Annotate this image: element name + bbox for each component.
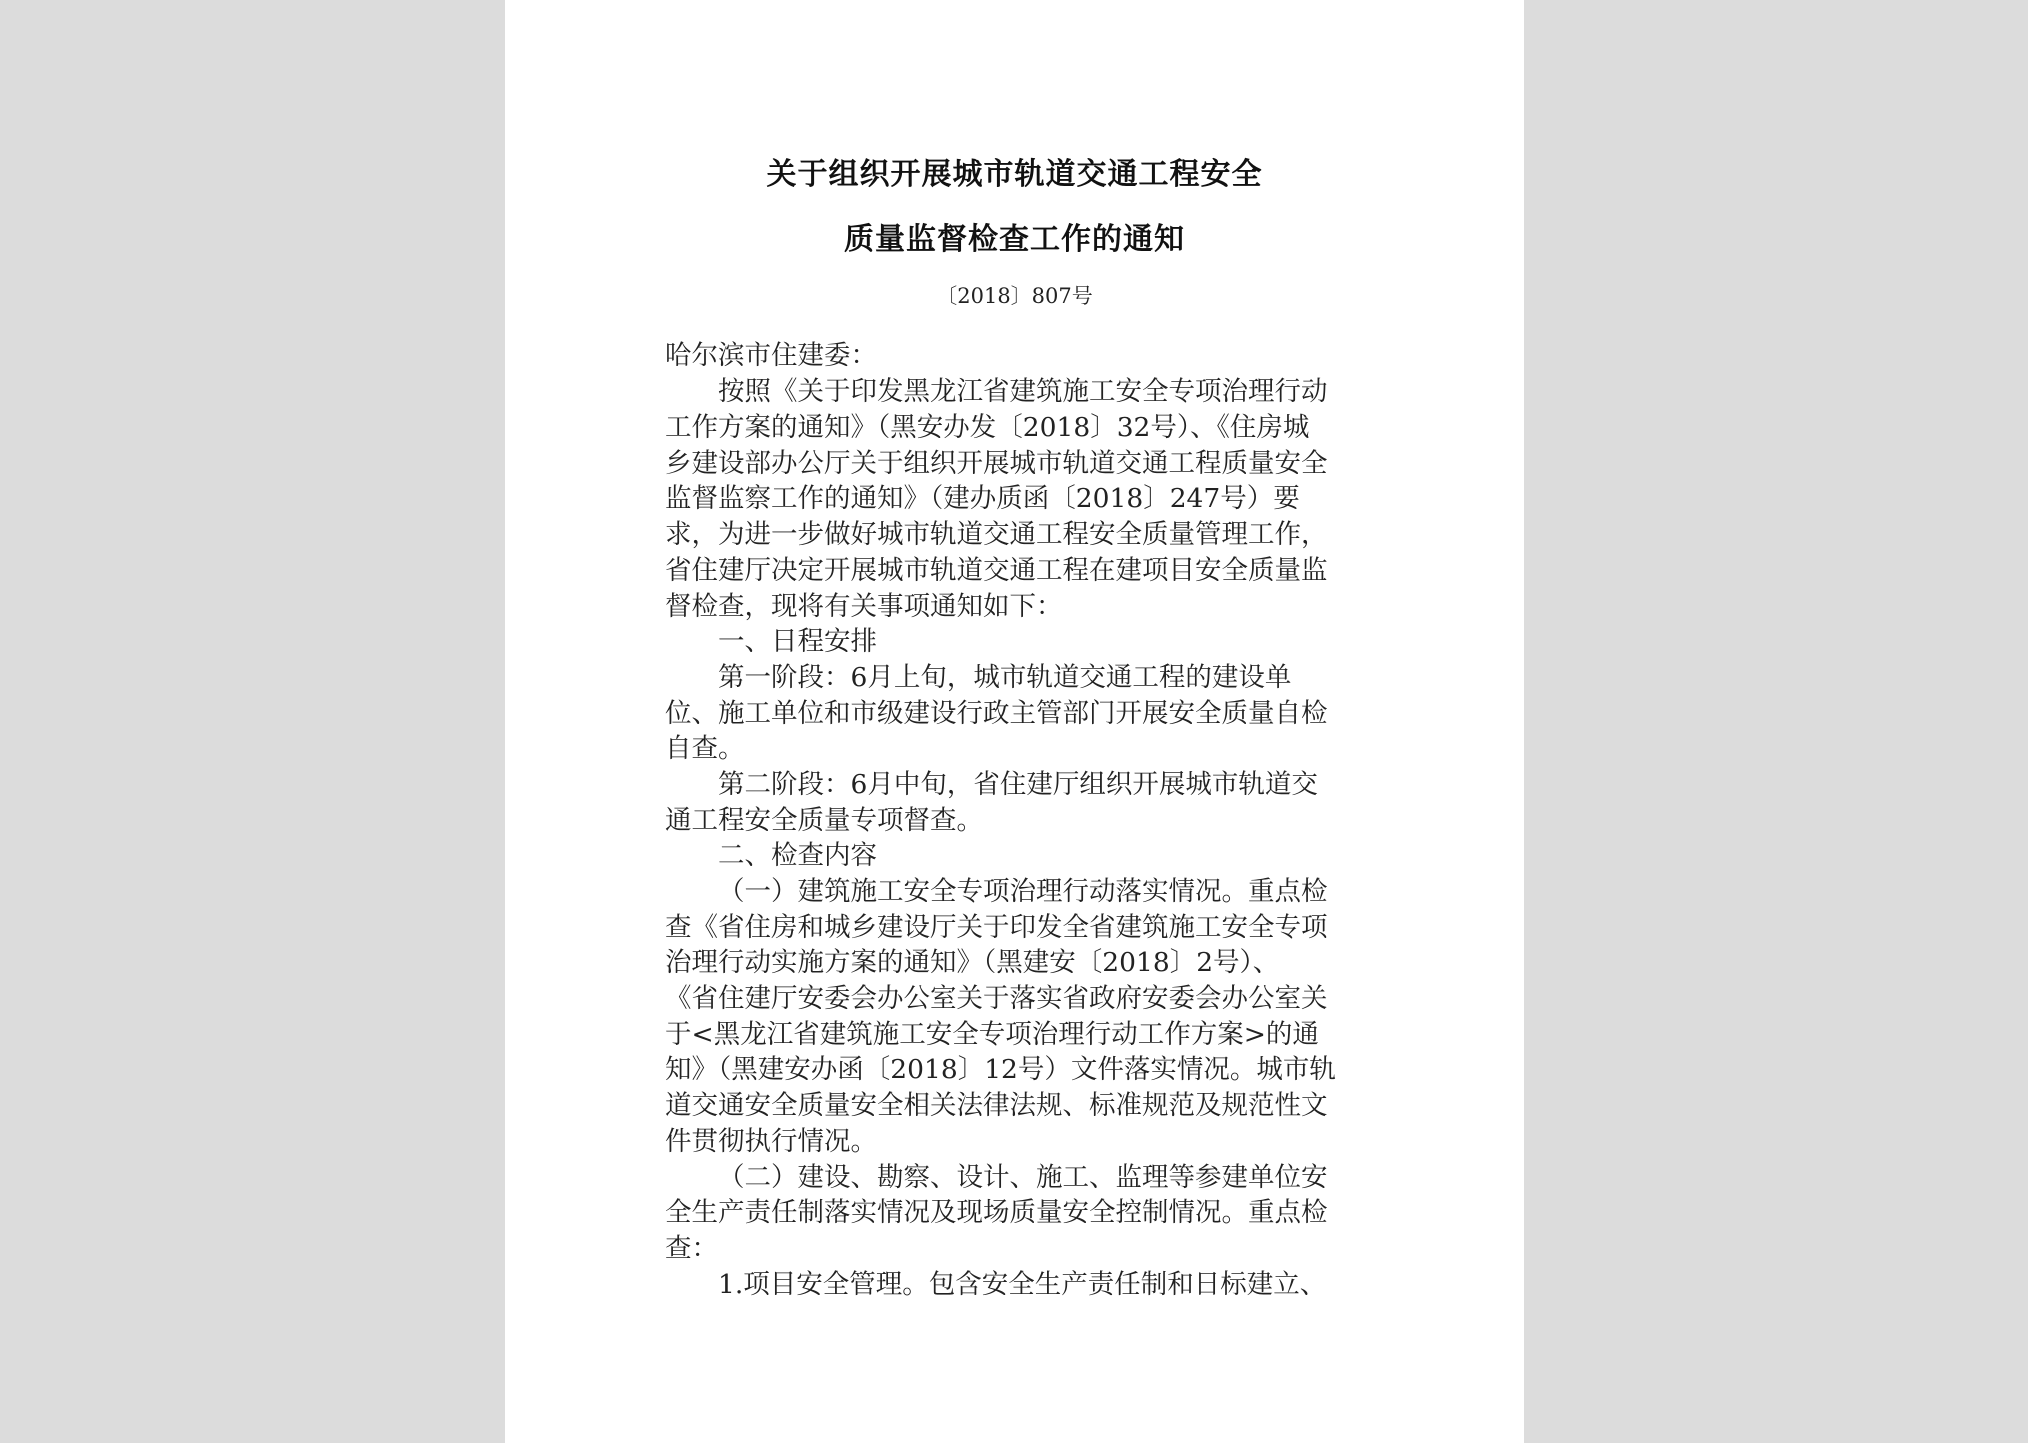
body-line: 治理行动实施方案的通知》（黑建安〔2018〕2号）、: [665, 947, 1280, 978]
body-line: 查《省住房和城乡建设厅关于印发全省建筑施工安全专项: [665, 912, 1328, 943]
body-line: 求，为进一步做好城市轨道交通工程安全质量管理工作，: [665, 519, 1328, 550]
body-line: 工作方案的通知》（黑安办发〔2018〕32号）、《住房城: [665, 412, 1310, 443]
document-page: [505, 0, 1524, 1443]
body-line: 自查。: [665, 733, 745, 764]
body-line: 第二阶段：6月中旬，省住建厅组织开展城市轨道交: [718, 769, 1318, 800]
body-line: 于<黑龙江省建筑施工安全专项治理行动工作方案>的通: [665, 1019, 1319, 1050]
body-line: （二）建设、勘察、设计、施工、监理等参建单位安: [718, 1162, 1328, 1193]
body-line: 1.项目安全管理。包含安全生产责任制和日标建立、: [718, 1269, 1327, 1300]
body-line: 道交通安全质量安全相关法律法规、标准规范及规范性文: [665, 1090, 1328, 1121]
body-line: 通工程安全质量专项督查。: [665, 805, 983, 836]
body-line: 省住建厅决定开展城市轨道交通工程在建项目安全质量监: [665, 555, 1328, 586]
body-line: 查：: [665, 1233, 718, 1264]
body-line: 乡建设部办公厅关于组织开展城市轨道交通工程质量安全: [665, 448, 1328, 479]
body-line: 监督监察工作的通知》（建办质函〔2018〕247号）要: [665, 483, 1300, 514]
body-line: 按照《关于印发黑龙江省建筑施工安全专项治理行动: [718, 376, 1328, 407]
body-line: 知》（黑建安办函〔2018〕12号）文件落实情况。城市轨: [665, 1054, 1336, 1085]
document-title-line-1: 关于组织开展城市轨道交通工程安全: [766, 157, 1263, 192]
body-line: 《省住建厅安委会办公室关于落实省政府安委会办公室关: [665, 983, 1328, 1014]
body-line: （一）建筑施工安全专项治理行动落实情况。重点检: [718, 876, 1328, 907]
body-line: 全生产责任制落实情况及现场质量安全控制情况。重点检: [665, 1197, 1328, 1228]
section-heading: 二、检查内容: [718, 840, 877, 871]
body-line: 第一阶段：6月上旬，城市轨道交通工程的建设单: [718, 662, 1292, 693]
body-line: 位、施工单位和市级建设行政主管部门开展安全质量自检: [665, 698, 1328, 729]
document-title-line-2: 质量监督检查工作的通知: [844, 222, 1185, 257]
document-number: 〔2018〕807号: [936, 284, 1093, 308]
section-heading: 一、日程安排: [718, 626, 877, 657]
body-line: 件贯彻执行情况。: [665, 1126, 877, 1157]
addressee: 哈尔滨市住建委：: [665, 340, 877, 371]
body-line: 督检查，现将有关事项通知如下：: [665, 591, 1063, 622]
